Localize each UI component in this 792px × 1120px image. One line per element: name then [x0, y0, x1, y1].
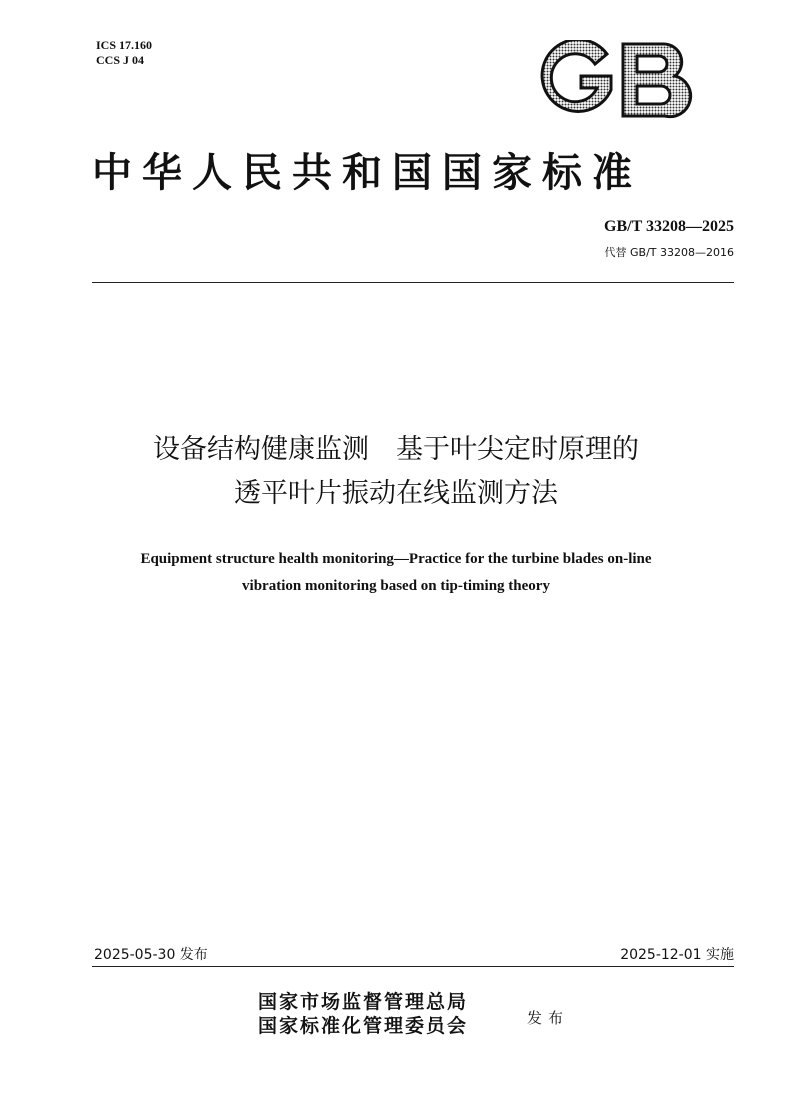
- effective-date: 2025-12-01 实施: [620, 947, 734, 963]
- chinese-title-line-1: 设备结构健康监测 基于叶尖定时原理的: [153, 434, 639, 465]
- ics-code: ICS 17.160: [96, 38, 153, 52]
- issuing-authorities: [258, 990, 468, 1038]
- english-title: [60, 546, 732, 600]
- english-title-line-1: Equipment structure health monitoring—Practice for the turbine blades on-line: [140, 551, 652, 567]
- chinese-title: [60, 428, 732, 516]
- header-divider: [92, 282, 734, 283]
- national-standard-title: 中华人民共和国国家标准: [92, 149, 642, 196]
- chinese-title-line-2: 透平叶片振动在线监测方法: [234, 478, 558, 509]
- issue-label: 发布: [527, 1009, 570, 1027]
- english-title-line-2: vibration monitoring based on tip-timing theory: [242, 578, 550, 594]
- gb-logo-icon: [537, 40, 693, 120]
- standard-number: GB/T 33208—2025: [604, 218, 734, 235]
- issue-date: 2025-05-30 发布: [94, 947, 208, 963]
- ccs-code: CCS J 04: [96, 53, 145, 67]
- replaces-standard: 代替 GB/T 33208—2016: [604, 246, 734, 259]
- issuer-samr: 国家市场监督管理总局: [258, 991, 469, 1013]
- issuer-sac: 国家标准化管理委员会: [258, 1015, 469, 1037]
- classification-codes: [96, 38, 152, 68]
- footer-divider: [92, 966, 734, 967]
